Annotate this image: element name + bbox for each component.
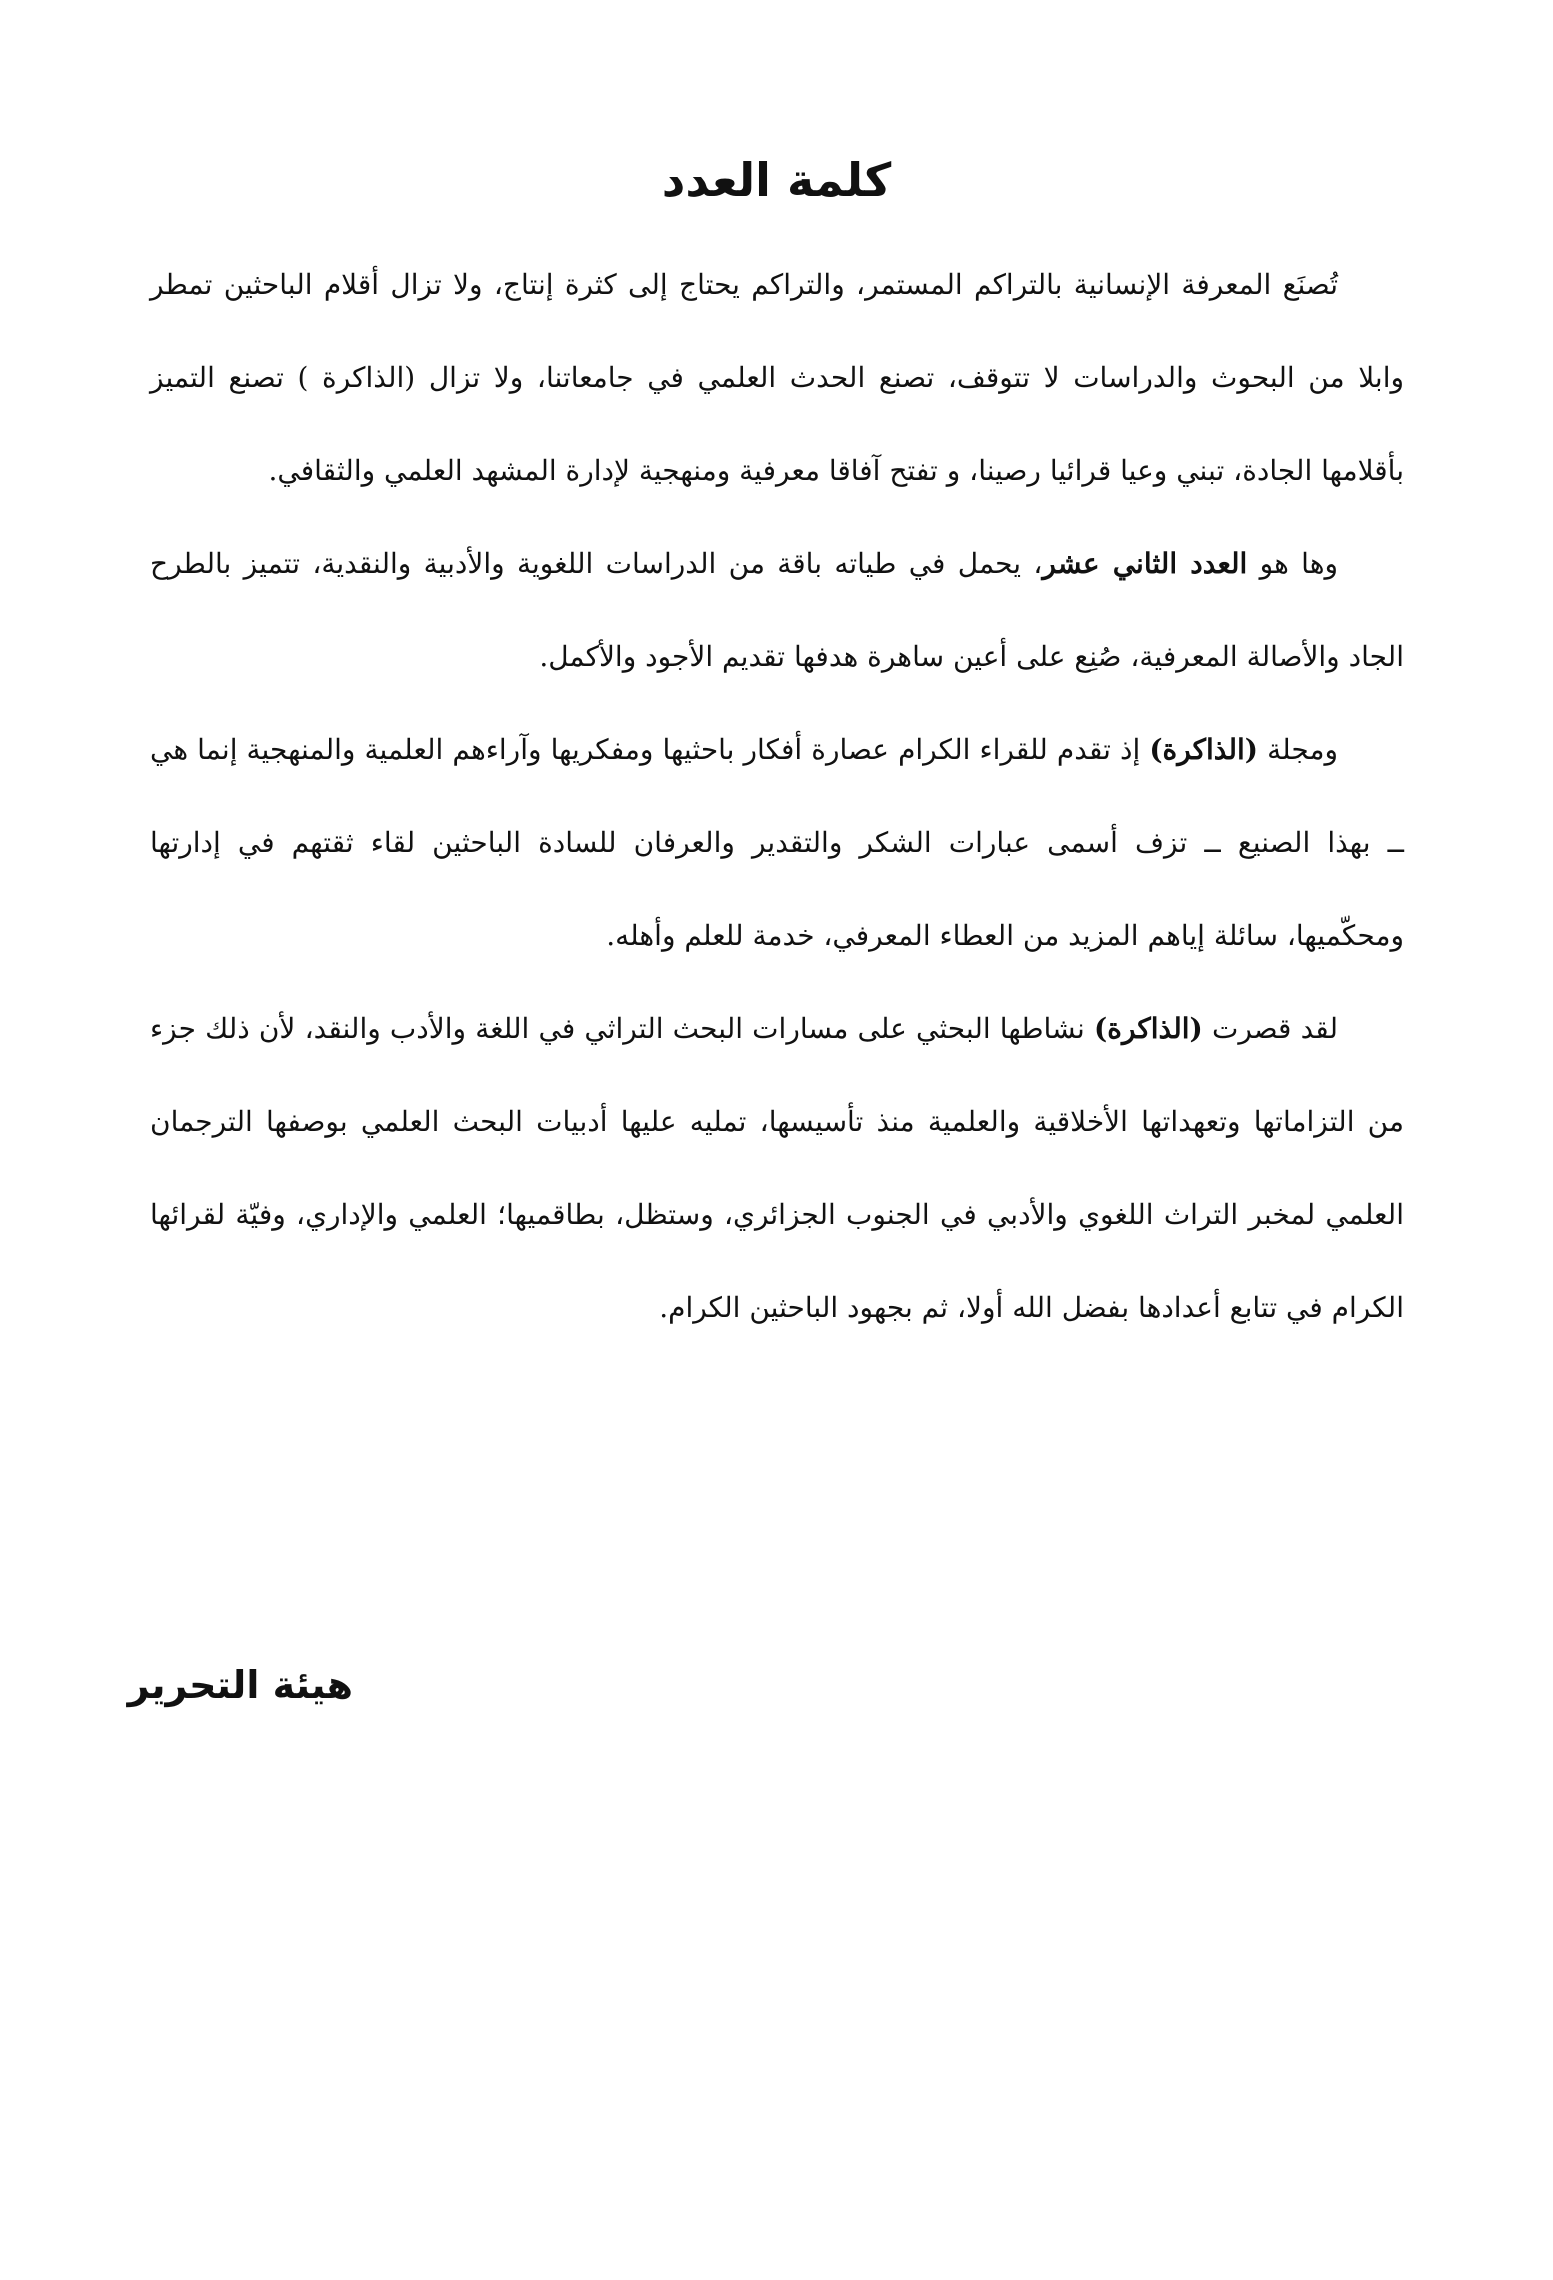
paragraph-2-lead: وها هو <box>1259 547 1338 580</box>
journal-name-emphasis: (الذاكرة) <box>1094 1012 1203 1045</box>
paragraph-2 <box>150 517 1404 703</box>
editorial-body <box>150 238 1404 1354</box>
paragraph-1: تُصنَع المعرفة الإنسانية بالتراكم المستمر، والتراكم يحتاج إلى كثرة إنتاج، ولا تزال أقلام الباحثين تمطر وابلا من البحوث والدراسات لا تتوقف، تصنع الحدث العلمي في جامعاتنا، ولا تزال (الذاكرة ) تصنع التميز بأقلامها الجادة، تبني وعيا قرائيا رصينا، و تفتح آفاقا معرفية ومنهجية لإدارة المشهد العلمي والثقافي. <box>150 268 1404 487</box>
paragraph-4-rest: نشاطها البحثي على مسارات البحث التراثي في اللغة والأدب والنقد، لأن ذلك جزء من التزاماتها وتعهداتها الأخلاقية والعلمية منذ تأسيسها، تمليه عليها أدبيات البحث العلمي بوصفها الترجمان العلمي لمخبر التراث اللغوي والأدبي في الجنوب الجزائري، وستظل، بطاقميها؛ العلمي والإداري، وفيّة لقرائها الكرام في تتابع أعدادها بفضل الله أولا، ثم بجهود الباحثين الكرام. <box>150 1012 1404 1324</box>
paragraph-3-lead: ومجلة <box>1267 733 1338 766</box>
paragraph-4 <box>150 982 1404 1354</box>
journal-name-emphasis: (الذاكرة) <box>1149 733 1259 766</box>
issue-number-emphasis: العدد الثاني عشر <box>1042 547 1248 580</box>
paragraph-2-rest: ، يحمل في طياته باقة من الدراسات اللغوية والأدبية والنقدية، تتميز بالطرح الجاد والأصالة المعرفية، صُنِع على أعين ساهرة هدفها تقديم الأجود والأكمل. <box>150 547 1404 673</box>
paragraph-3-rest: إذ تقدم للقراء الكرام عصارة أفكار باحثيها ومفكريها وآراءهم العلمية والمنهجية إنما هي ــ بهذا الصنيع ــ تزف أسمى عبارات الشكر والتقدير والعرفان للسادة الباحثين لقاء ثقتهم في إدارتها ومحكّميها، سائلة إياهم المزيد من العطاء المعرفي، خدمة للعلم وأهله. <box>150 733 1404 952</box>
editorial-signature: هيئة التحرير <box>127 1663 353 1707</box>
page-title: كلمة العدد <box>661 153 892 207</box>
paragraph-4-lead: لقد قصرت <box>1211 1012 1338 1045</box>
paragraph-3 <box>150 703 1404 982</box>
